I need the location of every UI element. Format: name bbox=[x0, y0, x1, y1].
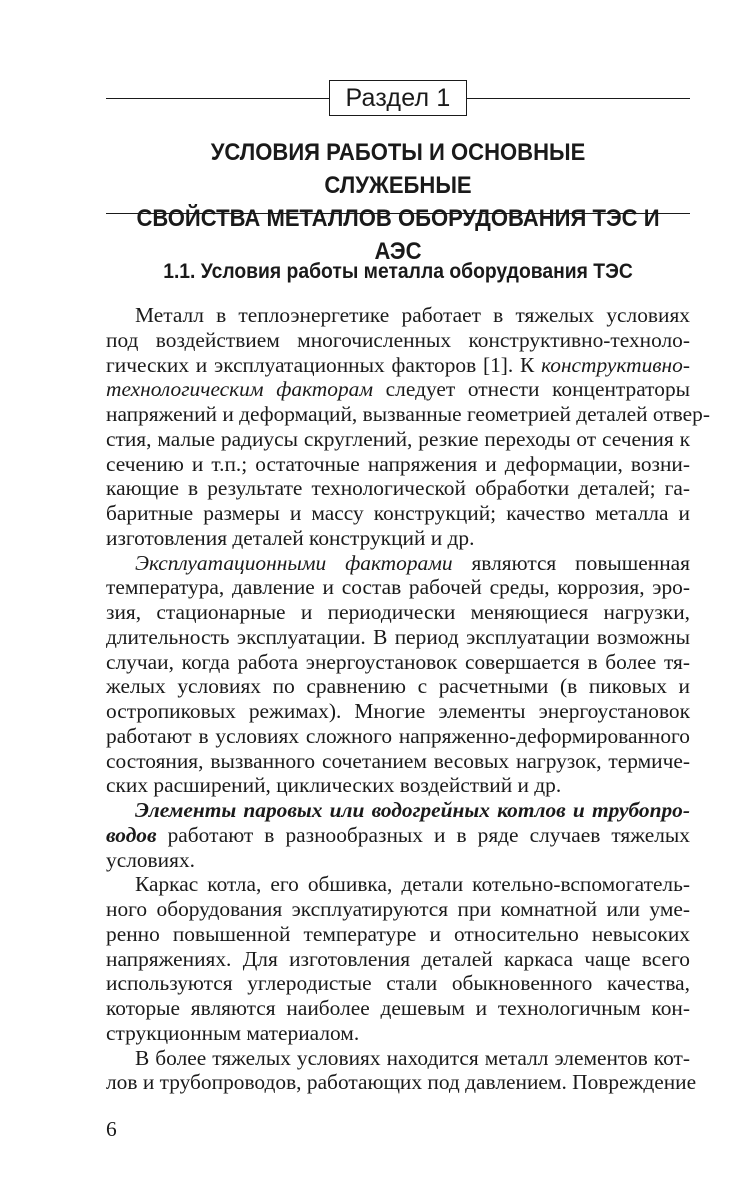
italic-term: технологическим факторам bbox=[106, 377, 373, 402]
paragraph bbox=[106, 1045, 697, 1096]
text-line bbox=[106, 353, 690, 378]
text-line bbox=[106, 971, 690, 996]
text-run: условиях. bbox=[106, 847, 195, 872]
text-line bbox=[106, 798, 690, 823]
text-line bbox=[106, 575, 690, 600]
text-line bbox=[106, 823, 690, 848]
text-run: работают в разнообразных и в ряде случаев тяжелых bbox=[156, 822, 690, 847]
text-line bbox=[106, 501, 690, 526]
title-divider bbox=[106, 213, 690, 214]
text-run: сечению и т.п.; остаточные напряжения и деформации, возни- bbox=[106, 451, 690, 476]
text-line bbox=[106, 922, 690, 947]
text-run: которые являются наиболее дешевым и технологичным кон- bbox=[106, 996, 690, 1020]
text-line bbox=[106, 551, 690, 576]
paragraph bbox=[106, 798, 690, 872]
text-run: кающие в результате технологической обработки деталей; га- bbox=[106, 476, 690, 501]
chapter-title-line: СВОЙСТВА МЕТАЛЛОВ ОБОРУДОВАНИЯ ТЭС И АЭС bbox=[136, 205, 660, 265]
text-run: ских расширений, циклических воздействий и др. bbox=[106, 773, 562, 798]
page-number: 6 bbox=[106, 1117, 117, 1141]
text-line bbox=[106, 650, 690, 675]
section-rule-right bbox=[467, 98, 690, 99]
text-line bbox=[106, 848, 690, 873]
chapter-title bbox=[135, 136, 661, 268]
text-line bbox=[106, 1046, 690, 1071]
text-line bbox=[106, 699, 690, 724]
text-line bbox=[106, 328, 690, 353]
text-run: стия, малые радиусы скруглений, резкие переходы от сечения к bbox=[106, 426, 690, 451]
text-run: используются углеродистые стали обыкновенного качества, bbox=[106, 971, 690, 996]
text-line bbox=[106, 1021, 690, 1046]
text-run: под воздействием многочисленных конструктивно-техноло- bbox=[106, 327, 690, 352]
text-run: состояния, вызванного сочетанием весовых нагрузок, термиче- bbox=[106, 748, 690, 773]
text-run: зия, стационарные и периодически меняющиеся нагрузки, bbox=[106, 600, 690, 624]
text-line bbox=[106, 303, 690, 328]
italic-term: Эксплуатационными факторами bbox=[135, 550, 453, 575]
text-line bbox=[106, 377, 690, 402]
text-run: лов и трубопроводов, работающих под давлением. Повреждение bbox=[106, 1070, 697, 1095]
paragraph bbox=[106, 551, 690, 799]
paragraph bbox=[106, 303, 710, 551]
chapter-title-line: УСЛОВИЯ РАБОТЫ И ОСНОВНЫЕ СЛУЖЕБНЫЕ bbox=[210, 139, 586, 199]
text-run: следует отнести концентраторы bbox=[373, 377, 691, 402]
text-run: желых условиях по сравнению с расчетными (в пиковых и bbox=[106, 674, 690, 699]
text-line bbox=[106, 625, 690, 650]
text-run: являются повышенная bbox=[452, 550, 690, 575]
bold-italic-term: водов bbox=[106, 822, 157, 847]
text-run: температура, давление и состав рабочей среды, коррозия, эро- bbox=[106, 575, 690, 600]
section-header bbox=[106, 80, 690, 118]
text-line bbox=[106, 947, 690, 972]
text-line bbox=[106, 1070, 697, 1095]
text-run: работают в условиях сложного напряженно-деформированного bbox=[106, 723, 690, 748]
text-run: напряжениях. Для изготовления деталей каркаса чаще всего bbox=[106, 946, 690, 971]
bold-italic-term: Элементы паровых или водогрейных котлов и трубопро- bbox=[135, 798, 690, 822]
text-line bbox=[106, 476, 690, 501]
text-line bbox=[106, 724, 690, 749]
text-line bbox=[106, 427, 690, 452]
text-run: изготовления деталей конструкций и др. bbox=[106, 525, 475, 550]
text-line bbox=[106, 996, 690, 1021]
text-line bbox=[106, 526, 690, 551]
text-line bbox=[106, 872, 690, 897]
text-run: В более тяжелых условиях находится металл элементов кот- bbox=[135, 1045, 690, 1070]
text-run: струкционным материалом. bbox=[106, 1020, 360, 1045]
text-run: остропиковых режимах). Многие элементы энергоустановок bbox=[106, 699, 690, 723]
text-run: ренно повышенной температуре и относительно невысоких bbox=[106, 921, 690, 946]
section-label: Раздел 1 bbox=[329, 80, 467, 116]
section-rule-left bbox=[106, 98, 329, 99]
text-line bbox=[106, 674, 690, 699]
text-run: ного оборудования эксплуатируются при комнатной или уме- bbox=[106, 897, 690, 921]
text-line bbox=[106, 402, 710, 427]
subsection-title: 1.1. Условия работы металла оборудования ТЭС bbox=[163, 260, 633, 283]
text-run: напряжений и деформаций, вызванные геометрией деталей отвер- bbox=[106, 402, 710, 426]
body-text bbox=[106, 303, 710, 1095]
italic-term: конструктивно- bbox=[541, 352, 690, 377]
text-line bbox=[106, 749, 690, 774]
text-line bbox=[106, 773, 690, 798]
text-run: Металл в теплоэнергетике работает в тяжелых условиях bbox=[135, 303, 690, 327]
text-run: баритные размеры и массу конструкций; качество металла и bbox=[106, 501, 690, 525]
text-run: Каркас котла, его обшивка, детали котельно-вспомогатель- bbox=[135, 872, 690, 897]
text-line bbox=[106, 897, 690, 922]
paragraph bbox=[106, 872, 690, 1045]
text-run: случаи, когда работа энергоустановок совершается в более тя- bbox=[106, 649, 690, 674]
text-run: гических и эксплуатационных факторов [1]. К bbox=[106, 352, 542, 377]
text-run: длительность эксплуатации. В период эксплуатации возможны bbox=[106, 624, 690, 649]
text-line bbox=[106, 600, 690, 625]
text-line bbox=[106, 452, 690, 477]
